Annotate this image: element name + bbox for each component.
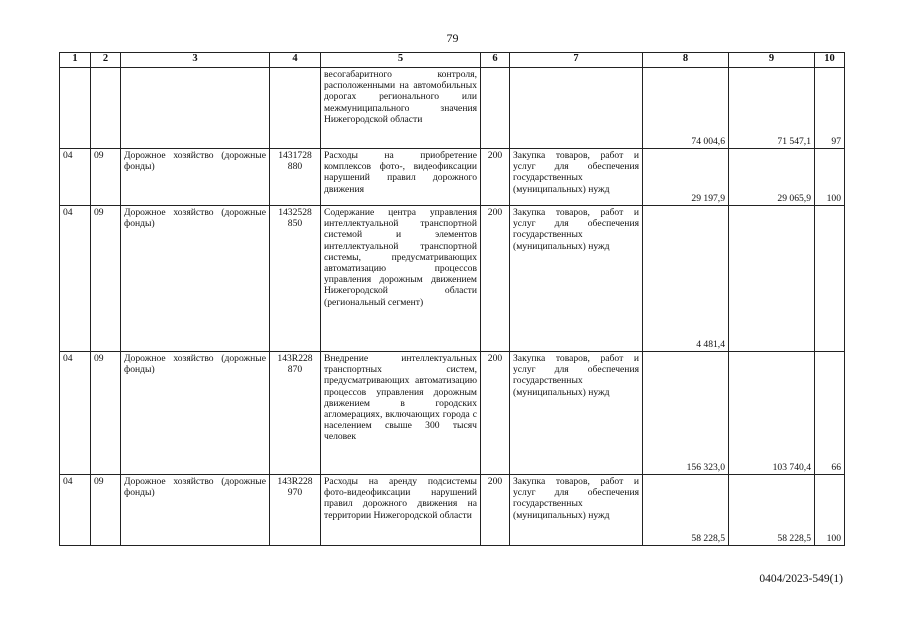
section-name: Дорожное хозяйство (дорожные фонды) — [121, 352, 270, 475]
document-number: 0404/2023-549(1) — [759, 573, 843, 585]
execution-percent: 66 — [815, 352, 845, 475]
expense-description: Расходы на приобретение комплексов фото-, видеофиксации нарушений правил дорожного движения — [321, 149, 481, 206]
subsection-code: 09 — [91, 475, 121, 546]
target-article-code: 143R228 970 — [270, 475, 321, 546]
table-row — [60, 352, 845, 475]
expense-type-name: Закупка товаров, работ и услуг для обеспечения государственных (муниципальных) нужд — [510, 475, 643, 546]
execution-percent — [815, 206, 845, 352]
subsection-code — [91, 68, 121, 149]
column-header: 3 — [121, 53, 270, 68]
planned-amount: 29 197,9 — [643, 149, 729, 206]
section-code: 04 — [60, 352, 91, 475]
table-header-row — [60, 53, 845, 68]
column-header: 1 — [60, 53, 91, 68]
planned-amount: 74 004,6 — [643, 68, 729, 149]
column-header: 5 — [321, 53, 481, 68]
target-article-code — [270, 68, 321, 149]
expense-description: Внедрение интеллектуальных транспортных систем, предусматривающих автоматизацию процессов управления дорожным движением в городских агломерациях, включающих города с населением свыше 300 тысяч человек — [321, 352, 481, 475]
planned-amount: 4 481,4 — [643, 206, 729, 352]
section-code: 04 — [60, 149, 91, 206]
planned-amount: 58 228,5 — [643, 475, 729, 546]
section-name — [121, 68, 270, 149]
executed-amount: 71 547,1 — [729, 68, 815, 149]
subsection-code: 09 — [91, 149, 121, 206]
table-row — [60, 149, 845, 206]
expense-type-name: Закупка товаров, работ и услуг для обеспечения государственных (муниципальных) нужд — [510, 352, 643, 475]
column-header: 10 — [815, 53, 845, 68]
planned-amount: 156 323,0 — [643, 352, 729, 475]
execution-percent: 100 — [815, 149, 845, 206]
column-header: 4 — [270, 53, 321, 68]
section-code: 04 — [60, 206, 91, 352]
expense-type-name — [510, 68, 643, 149]
column-header: 7 — [510, 53, 643, 68]
execution-percent: 100 — [815, 475, 845, 546]
page-number: 79 — [446, 31, 459, 45]
section-name: Дорожное хозяйство (дорожные фонды) — [121, 206, 270, 352]
expense-description: Содержание центра управления интеллектуальной транспортной системой и элементов интеллектуальной транспортной системы, предусматривающих автоматизацию процессов управления дорожным движением Нижегородской области (региональный сегмент) — [321, 206, 481, 352]
section-code: 04 — [60, 475, 91, 546]
execution-percent: 97 — [815, 68, 845, 149]
expense-description: Расходы на аренду подсистемы фото-видеофиксации нарушений правил дорожного движения на территории Нижегородской области — [321, 475, 481, 546]
executed-amount — [729, 206, 815, 352]
executed-amount: 58 228,5 — [729, 475, 815, 546]
table-row — [60, 475, 845, 546]
table-row — [60, 206, 845, 352]
column-header: 2 — [91, 53, 121, 68]
subsection-code: 09 — [91, 206, 121, 352]
target-article-code: 1431728 880 — [270, 149, 321, 206]
column-header: 8 — [643, 53, 729, 68]
table-row — [60, 68, 845, 149]
target-article-code: 1432528 850 — [270, 206, 321, 352]
expense-type-code: 200 — [481, 149, 510, 206]
subsection-code: 09 — [91, 352, 121, 475]
column-header: 9 — [729, 53, 815, 68]
executed-amount: 29 065,9 — [729, 149, 815, 206]
expense-type-name: Закупка товаров, работ и услуг для обеспечения государственных (муниципальных) нужд — [510, 149, 643, 206]
expense-description: весогабаритного контроля, расположенными на автомобильных дорогах регионального или межмуниципального значения Нижегородской области — [321, 68, 481, 149]
target-article-code: 143R228 870 — [270, 352, 321, 475]
column-header: 6 — [481, 53, 510, 68]
section-name: Дорожное хозяйство (дорожные фонды) — [121, 475, 270, 546]
expense-type-code — [481, 68, 510, 149]
section-name: Дорожное хозяйство (дорожные фонды) — [121, 149, 270, 206]
section-code — [60, 68, 91, 149]
budget-table — [59, 52, 845, 546]
expense-type-code: 200 — [481, 352, 510, 475]
expense-type-code: 200 — [481, 206, 510, 352]
expense-type-code: 200 — [481, 475, 510, 546]
expense-type-name: Закупка товаров, работ и услуг для обеспечения государственных (муниципальных) нужд — [510, 206, 643, 352]
executed-amount: 103 740,4 — [729, 352, 815, 475]
